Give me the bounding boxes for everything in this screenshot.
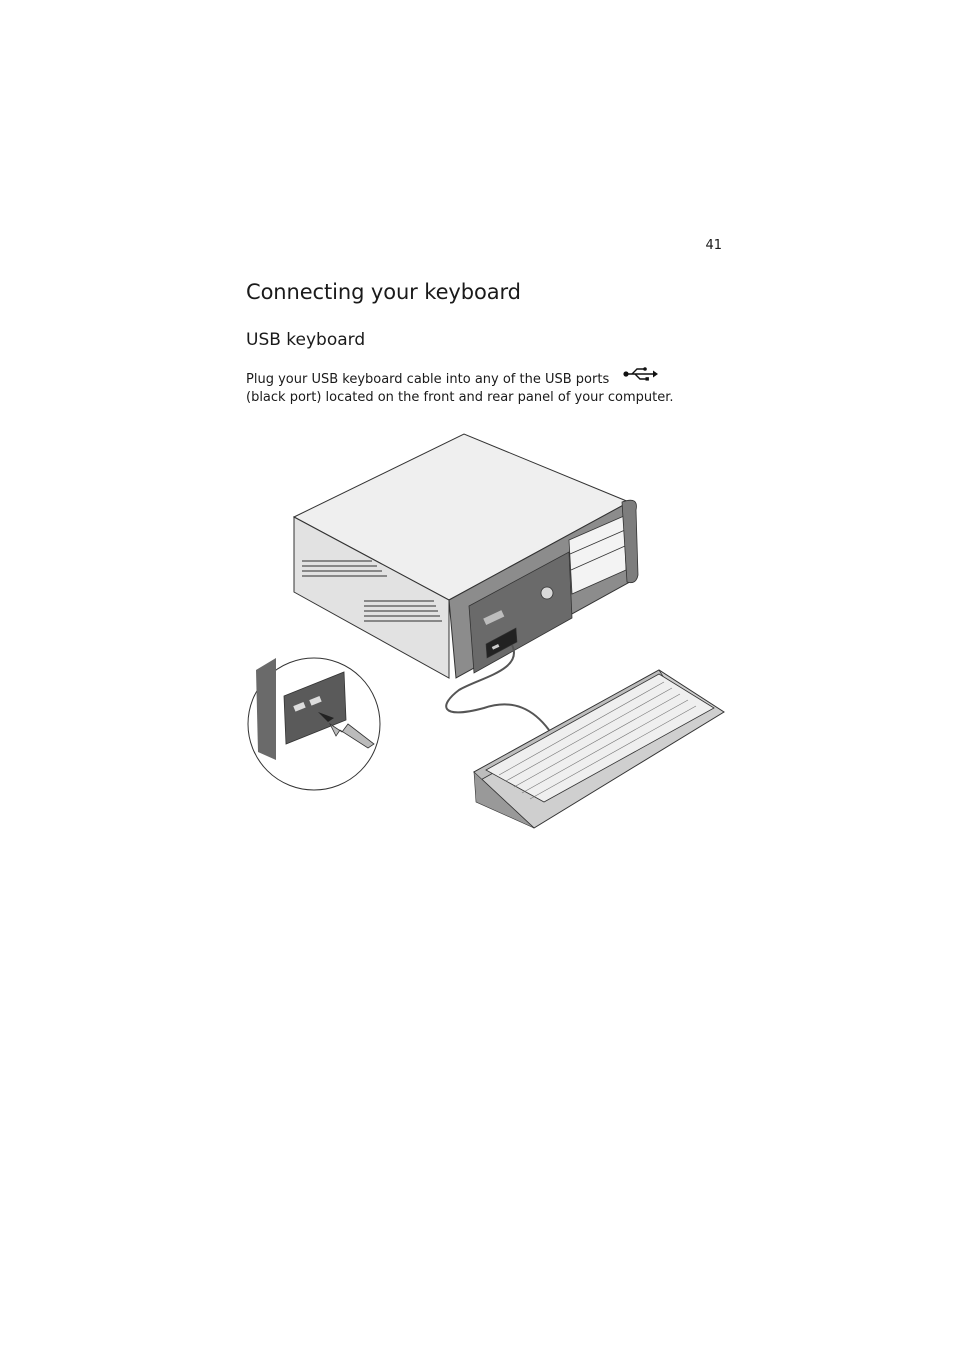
paragraph-line-1: [246, 371, 716, 389]
usb-port-closeup: [248, 658, 380, 790]
usb-keyboard-illustration: [474, 670, 724, 828]
keyboard-connection-illustration: [244, 430, 726, 830]
usb-symbol-icon: [623, 366, 659, 388]
paragraph-line-2: (black port) located on the front and rear panel of your computer.: [246, 390, 674, 405]
page-number: 41: [705, 238, 722, 253]
desktop-computer-illustration: [294, 434, 638, 678]
paragraph-text-1: Plug your USB keyboard cable into any of the USB ports: [246, 372, 610, 387]
section-heading: USB keyboard: [246, 330, 366, 350]
instruction-paragraph: [246, 371, 716, 407]
page-title: Connecting your keyboard: [246, 280, 521, 304]
